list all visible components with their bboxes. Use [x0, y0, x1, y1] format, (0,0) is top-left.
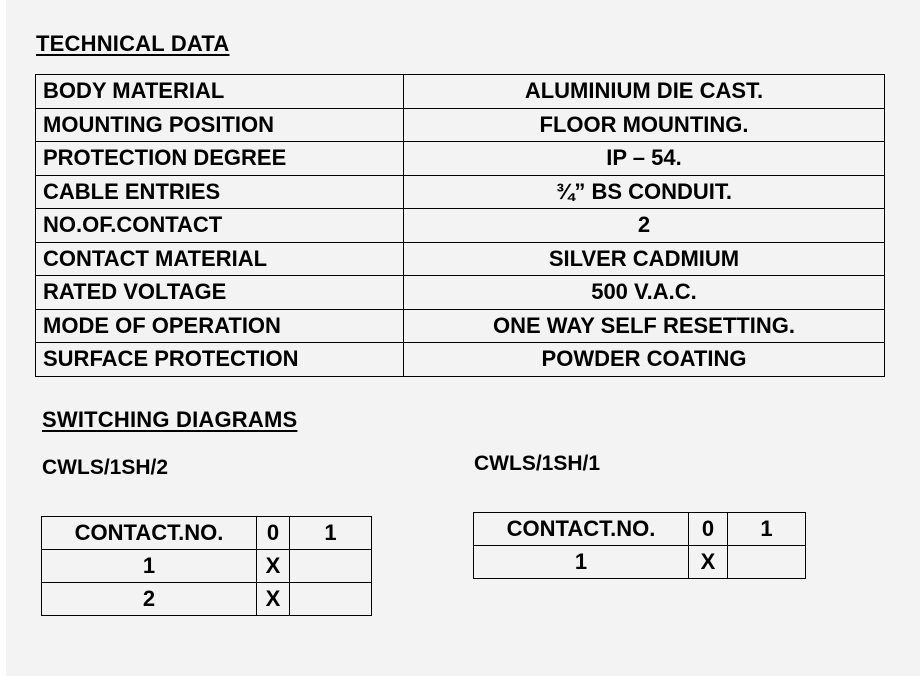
table-row [36, 309, 885, 343]
row-label: MOUNTING POSITION [36, 108, 404, 142]
row-label: CONTACT MATERIAL [36, 242, 404, 276]
table-row [36, 209, 885, 243]
column-header: 0 [689, 513, 728, 546]
state-cell [728, 546, 806, 579]
row-value: ¾” BS CONDUIT. [404, 175, 885, 209]
row-value: FLOOR MOUNTING. [404, 108, 885, 142]
switching-table [473, 512, 806, 579]
state-cell: X [257, 583, 290, 616]
table-row [474, 546, 806, 579]
state-cell: X [689, 546, 728, 579]
column-header: 1 [728, 513, 806, 546]
state-cell: X [257, 550, 290, 583]
table-row [42, 583, 372, 616]
column-header: 0 [257, 517, 290, 550]
column-header: 1 [290, 517, 372, 550]
table-header-row [42, 517, 372, 550]
switching-table [41, 516, 372, 616]
column-header: CONTACT.NO. [42, 517, 257, 550]
row-label: NO.OF.CONTACT [36, 209, 404, 243]
row-label: RATED VOLTAGE [36, 276, 404, 310]
row-label: MODE OF OPERATION [36, 309, 404, 343]
technical-data-heading: TECHNICAL DATA [36, 31, 230, 56]
table-row [42, 550, 372, 583]
column-header: CONTACT.NO. [474, 513, 689, 546]
table-row [36, 343, 885, 377]
state-cell [290, 583, 372, 616]
row-value: SILVER CADMIUM [404, 242, 885, 276]
state-cell [290, 550, 372, 583]
contact-number-cell: 2 [42, 583, 257, 616]
table-row [36, 108, 885, 142]
row-label: CABLE ENTRIES [36, 175, 404, 209]
row-label: SURFACE PROTECTION [36, 343, 404, 377]
contact-number-cell: 1 [42, 550, 257, 583]
table-header-row [474, 513, 806, 546]
row-label: PROTECTION DEGREE [36, 142, 404, 176]
row-value: 500 V.A.C. [404, 276, 885, 310]
row-label: BODY MATERIAL [36, 75, 404, 109]
row-value: ALUMINIUM DIE CAST. [404, 75, 885, 109]
technical-data-table [35, 74, 885, 377]
table-row [36, 175, 885, 209]
table-row [36, 75, 885, 109]
row-value: ONE WAY SELF RESETTING. [404, 309, 885, 343]
row-value: IP – 54. [404, 142, 885, 176]
row-value: 2 [404, 209, 885, 243]
diagram-model-label: CWLS/1SH/1 [474, 452, 601, 475]
contact-number-cell: 1 [474, 546, 689, 579]
table-row [36, 242, 885, 276]
switching-diagrams-heading: SWITCHING DIAGRAMS [42, 407, 298, 432]
diagram-model-label: CWLS/1SH/2 [42, 456, 169, 479]
table-row [36, 276, 885, 310]
table-row [36, 142, 885, 176]
row-value: POWDER COATING [404, 343, 885, 377]
